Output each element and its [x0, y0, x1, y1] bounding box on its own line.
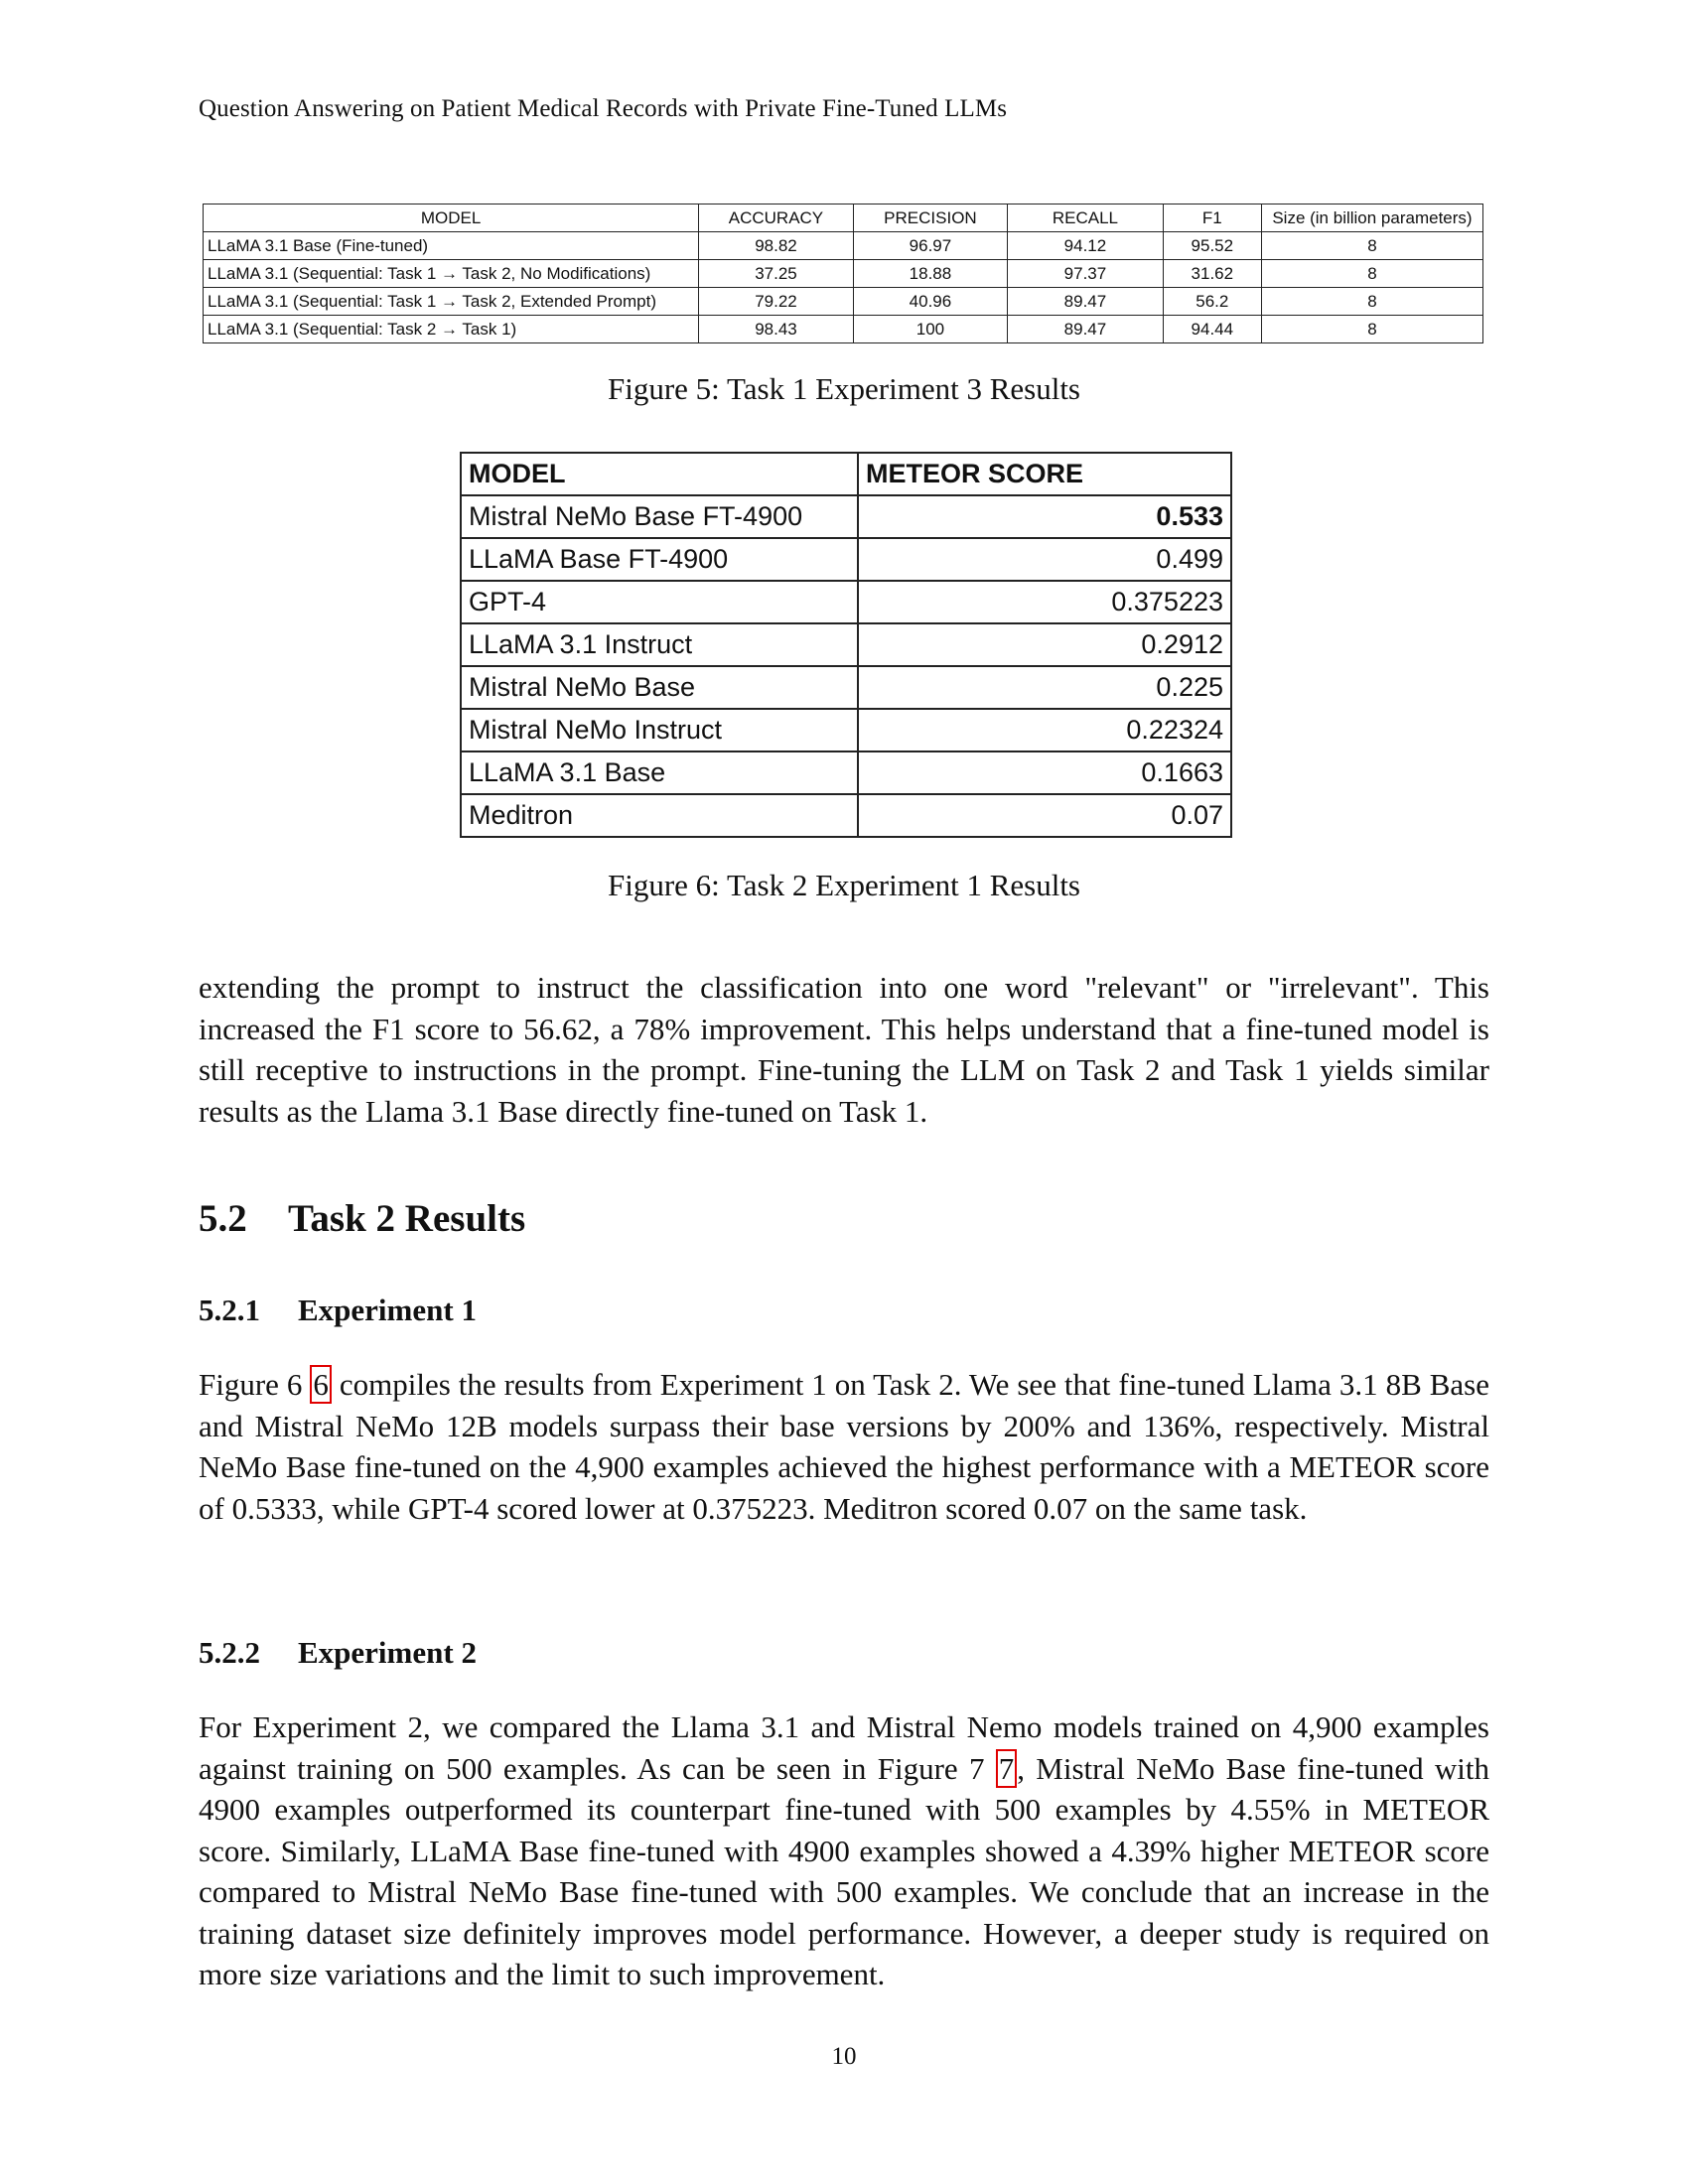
precision-cell: 18.88 [853, 260, 1007, 288]
accuracy-cell: 79.22 [699, 288, 853, 316]
table-row [461, 666, 1231, 709]
size-cell: 8 [1261, 232, 1482, 260]
model-cell: Mistral NeMo Base [461, 666, 858, 709]
subsection-title: Experiment 1 [298, 1293, 477, 1327]
body-paragraph: extending the prompt to instruct the classification into one word "relevant" or "irrelevant". This increased the F1 score to 56.62, a 78% improvement. This helps understand that a fine-tuned model is still receptive to instructions in the prompt. Fine-tuning the LLM on Task 2 and Task 1 yields similar results as the Llama 3.1 Base directly fine-tuned on Task 1. [199, 970, 1489, 1129]
column-header: METEOR SCORE [858, 453, 1231, 495]
accuracy-cell: 37.25 [699, 260, 853, 288]
meteor-score-cell: 0.1663 [858, 751, 1231, 794]
accuracy-cell: 98.43 [699, 316, 853, 343]
page-number: 10 [831, 2043, 857, 2070]
meteor-score-cell: 0.533 [858, 495, 1231, 538]
recall-cell: 94.12 [1008, 232, 1164, 260]
model-cell: GPT-4 [461, 581, 858, 623]
model-cell: LLaMA 3.1 Base (Fine-tuned) [204, 232, 699, 260]
table-row [461, 538, 1231, 581]
size-cell: 8 [1261, 288, 1482, 316]
task2-experiment1-table [460, 452, 1232, 838]
table-row [461, 623, 1231, 666]
meteor-score-cell: 0.22324 [858, 709, 1231, 751]
model-cell: Meditron [461, 794, 858, 837]
model-cell: Mistral NeMo Base FT-4900 [461, 495, 858, 538]
column-header: PRECISION [853, 205, 1007, 232]
subsection-title: Experiment 2 [298, 1635, 477, 1670]
figure-6-link[interactable]: 6 [310, 1365, 332, 1404]
f1-cell: 94.44 [1163, 316, 1261, 343]
subsection-number: 5.2.2 [199, 1635, 260, 1670]
paragraph-text: Figure 6 [199, 1367, 311, 1402]
column-header: RECALL [1008, 205, 1164, 232]
paragraph-text: For Experiment 2, we compared the Llama 3.1 and Mistral Nemo models trained on 4,900 examples against training on 500 examples. As can be seen in Figure 7 [199, 1709, 1489, 1786]
table-row [204, 232, 1483, 260]
recall-cell: 89.47 [1008, 316, 1164, 343]
column-header: ACCURACY [699, 205, 853, 232]
subsection-heading [199, 1635, 477, 1671]
body-paragraph [199, 1706, 1489, 1995]
f1-cell: 31.62 [1163, 260, 1261, 288]
figure-6-caption: Figure 6: Task 2 Experiment 1 Results [608, 868, 1080, 902]
column-header: Size (in billion parameters) [1261, 205, 1482, 232]
table-row [461, 581, 1231, 623]
table-row [204, 316, 1483, 343]
task1-experiment3-table [203, 204, 1483, 343]
section-heading [199, 1196, 525, 1241]
model-cell: LLaMA 3.1 (Sequential: Task 2 → Task 1) [204, 316, 699, 343]
model-cell: LLaMA Base FT-4900 [461, 538, 858, 581]
model-cell: LLaMA 3.1 (Sequential: Task 1 → Task 2, No Modifications) [204, 260, 699, 288]
meteor-score-cell: 0.2912 [858, 623, 1231, 666]
size-cell: 8 [1261, 316, 1482, 343]
meteor-score-cell: 0.225 [858, 666, 1231, 709]
body-paragraph [199, 1364, 1489, 1529]
model-cell: LLaMA 3.1 (Sequential: Task 1 → Task 2, Extended Prompt) [204, 288, 699, 316]
model-cell: LLaMA 3.1 Base [461, 751, 858, 794]
table-header-row [204, 205, 1483, 232]
precision-cell: 96.97 [853, 232, 1007, 260]
meteor-score-cell: 0.07 [858, 794, 1231, 837]
table-row [204, 288, 1483, 316]
model-cell: Mistral NeMo Instruct [461, 709, 858, 751]
precision-cell: 40.96 [853, 288, 1007, 316]
table-header-row [461, 453, 1231, 495]
subsection-number: 5.2.1 [199, 1293, 260, 1327]
accuracy-cell: 98.82 [699, 232, 853, 260]
running-title: Question Answering on Patient Medical Records with Private Fine-Tuned LLMs [199, 95, 1008, 122]
table-row [461, 709, 1231, 751]
table-row [204, 260, 1483, 288]
f1-cell: 56.2 [1163, 288, 1261, 316]
paragraph-text: , Mistral NeMo Base fine-tuned with 4900 examples outperformed its counterpart fine-tuned with 500 examples by 4.55% in METEOR score. Similarly, LLaMA Base fine-tuned with 4900 examples showed a 4.39% higher METEOR score compared to Mistral NeMo Base fine-tuned with 500 examples. We conclude that an increase in the training dataset size definitely improves model performance. However, a deeper study is required on more size variations and the limit to such improvement. [199, 1750, 1489, 1991]
precision-cell: 100 [853, 316, 1007, 343]
recall-cell: 89.47 [1008, 288, 1164, 316]
paragraph-text: compiles the results from Experiment 1 on Task 2. We see that fine-tuned Llama 3.1 8B Base and Mistral NeMo 12B models surpass their base versions by 200% and 136%, respectively. Mistral NeMo Base fine-tuned on the 4,900 examples achieved the highest performance with a METEOR score of 0.5333, while GPT-4 scored lower at 0.375223. Meditron scored 0.07 on the same task. [199, 1367, 1489, 1526]
section-number: 5.2 [199, 1197, 247, 1240]
column-header: MODEL [204, 205, 699, 232]
model-cell: LLaMA 3.1 Instruct [461, 623, 858, 666]
meteor-score-cell: 0.499 [858, 538, 1231, 581]
table-row [461, 495, 1231, 538]
figure-7-link[interactable]: 7 [996, 1749, 1018, 1788]
figure-5-caption: Figure 5: Task 1 Experiment 3 Results [608, 371, 1080, 406]
size-cell: 8 [1261, 260, 1482, 288]
column-header: F1 [1163, 205, 1261, 232]
f1-cell: 95.52 [1163, 232, 1261, 260]
meteor-score-cell: 0.375223 [858, 581, 1231, 623]
section-title: Task 2 Results [288, 1197, 526, 1240]
subsection-heading [199, 1293, 477, 1328]
table-row [461, 751, 1231, 794]
recall-cell: 97.37 [1008, 260, 1164, 288]
table-row [461, 794, 1231, 837]
column-header: MODEL [461, 453, 858, 495]
